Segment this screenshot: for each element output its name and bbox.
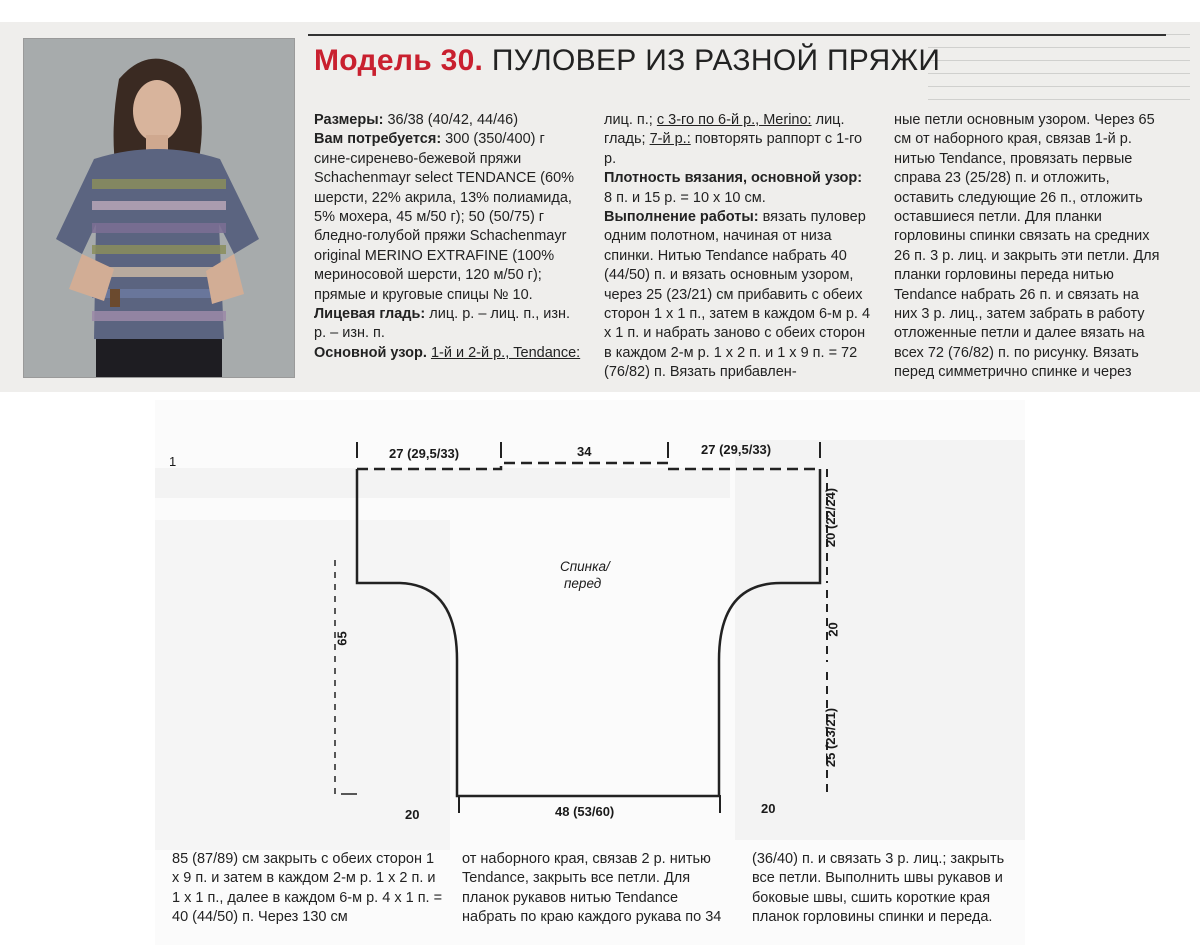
right-middle-dimension: 20 — [825, 622, 841, 637]
bleed-through-text — [918, 30, 1200, 110]
pattern-text-c: повторять раппорт с 1-го р. — [604, 131, 863, 167]
text-column-3 — [894, 111, 1166, 383]
bottom-text-2: от наборного края, связав 2 р. нитью Tendance, закрыть все петли. Для планок рукавов нитью Tendance набрать по краю каждого рукава по 34 — [462, 851, 722, 926]
piece-label-line-2: перед — [564, 576, 602, 591]
bottom-left-dimension: 20 — [405, 807, 420, 822]
top-middle-dimension: 34 — [577, 444, 592, 459]
diagram-number: 1 — [169, 454, 177, 469]
stockinette-label: Лицевая гладь: — [314, 306, 426, 323]
materials-label: Вам потребуется: — [314, 131, 442, 148]
bottom-text-column-1 — [172, 850, 444, 928]
pattern-text-a: лиц. п.; — [604, 112, 657, 128]
top-left-dimension: 27 (29,5/33) — [389, 446, 460, 461]
bottom-text-column-2 — [462, 850, 734, 928]
pattern-rows-1-2: 1-й и 2-й р., Tendance: — [430, 344, 581, 361]
top-right-dimension: 27 (29,5/33) — [701, 442, 772, 457]
pattern-text-b: лиц. гладь; — [604, 112, 845, 148]
stockinette-text: лиц. р. – лиц. п., изн. р. – изн. п. — [314, 306, 571, 342]
pattern-rows-3-6: с 3-го по 6-й р., Merino: — [656, 112, 812, 128]
instructions-text: вязать пуловер одним полотном, начиная от низа спинки. Нитью Tendance набрать 40 (44/50) п. и вязать основным узором, через 25 (23/21) см прибавить с обеих сторон 1 х 1 п., затем в каждом 6-м р. 4 х 1 п. и набрать заново с обеих сторон в каждом 2-м р. 1 х 2 п. и 1 х 9 п. = 72 (76/82) п. Вязать прибавлен- — [604, 209, 871, 381]
gauge-text: 8 п. и 15 р. = 10 х 10 см. — [604, 189, 766, 206]
title-rule — [308, 34, 1166, 36]
woman-in-sweater-image — [24, 39, 295, 378]
gauge-label: Плотность вязания, основной узор: — [604, 170, 863, 187]
model-name: ПУЛОВЕР ИЗ РАЗНОЙ ПРЯЖИ — [491, 44, 941, 77]
piece-label-line-1: Спинка/ — [560, 559, 610, 574]
piece-label — [560, 558, 610, 592]
pattern-title — [314, 44, 940, 78]
text-column-1 — [314, 111, 584, 363]
model-number: Модель 30. — [314, 44, 484, 77]
materials-text: 300 (350/400) г сине-сиренево-бежевой пряжи Schachenmayr select TENDANCE (60% шерсти, 22% акрила, 13% полиамида, 5% мохера, 45 м/50 г); 50 (50/75) г бледно-голубой пряжи Schachenmayr original MERINO EXTRAFINE (100% мериносовой шерсти, 120 м/50 г); прямые и круговые спицы № 10. — [314, 131, 575, 303]
bottom-text-3: (36/40) п. и связать 3 р. лиц.; закрыть все петли. Выполнить швы рукавов и боковые швы, сшить короткие края планок горловины спинки и переда. — [752, 851, 1005, 926]
instructions-label: Выполнение работы: — [604, 209, 759, 226]
bottom-right-dimension: 20 — [761, 801, 776, 816]
right-upper-dimension: 20 (22/24) — [823, 487, 839, 548]
sizes-label: Размеры: — [314, 112, 384, 128]
sizes-text: 36/38 (40/42, 44/46) — [383, 112, 519, 128]
main-pattern-label: Основной узор. — [314, 344, 427, 361]
instructions-continued: ные петли основным узором. Через 65 см от наборного края, связав 1-й р. нитью Tendance, провязать первые справа 23 (25/28) п. и отложить, оставить следующие 26 п., отложить оставшиеся петли. Для планки горловины спинки связать на средних 26 п. 3 р. лиц. и закрыть эти петли. Для планки горловины переда нитью Tendance набрать 26 п. и связать на них 3 р. лиц., затем забрать в работу отложенные петли и далее вязать на всех 72 (76/82) п. по рисунку. Вязать перед симметрично спинке и через — [894, 112, 1160, 381]
bottom-text-column-3 — [752, 850, 1024, 928]
right-lower-dimension: 25 (23/21) — [823, 707, 839, 768]
pattern-row-7: 7-й р.: — [649, 131, 691, 148]
text-column-2 — [604, 111, 874, 383]
total-length-dimension: 65 — [334, 631, 350, 646]
model-photo — [23, 38, 295, 378]
bottom-width-dimension: 48 (53/60) — [555, 804, 615, 819]
bottom-text-1: 85 (87/89) см закрыть с обеих сторон 1 х 9 п. и затем в каждом 2-м р. 1 х 2 п. и 1 х 1 п., далее в каждом 6-м р. 4 х 1 п. = 40 (44/50) п. Через 130 см — [172, 851, 443, 926]
